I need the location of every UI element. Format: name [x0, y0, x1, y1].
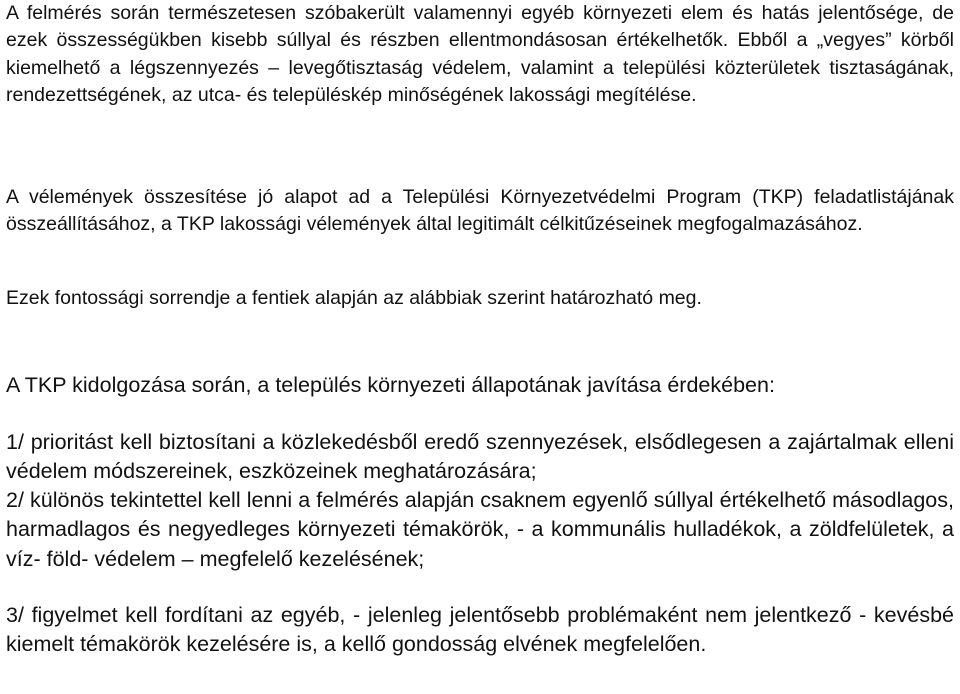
list-item-2: 2/ különös tekintettel kell lenni a felmérés alapján csaknem egyenlő súllyal értékelhető másodlagos, harmadlagos és negyedleges környezeti témakörök, - a kommunális hulladékok, a zöldfelületek, a víz- föld- védelem – megfelelő kezelésének; [6, 488, 954, 571]
paragraph-intro: A felmérés során természetesen szóbakerült valamennyi egyéb környezeti elem és hatás jelentősége, de ezek összességükben kisebb súllyal és részben ellentmondásosan értékelhetők. Ebből a „vegyes” körből kiemelhető a légszennyezés – levegőtisztaság védelem, valamint a települési közterületek tisztaságának, rendezettségének, az utca- és településkép minőségének lakossági megítélése. [6, 2, 954, 107]
paragraph-priority-order: Ezek fontossági sorrendje a fentiek alapján az alábbiak szerint határozható meg. [6, 287, 702, 309]
paragraph-summary: A vélemények összesítése jó alapot ad a Települési Környezetvédelmi Program (TKP) feladatlistájának összeállításához, a TKP lakossági vélemények által legitimált célkitűzéseinek megfogalmazásához. [6, 186, 954, 236]
paragraph-tkp-heading: A TKP kidolgozása során, a település környezeti állapotának javítása érdekében: [6, 373, 775, 397]
list-item-1: 1/ prioritást kell biztosítani a közlekedésből eredő szennyezések, elsődlegesen a zajártalmak elleni védelem módszereinek, eszközeinek meghatározására; [6, 430, 954, 484]
list-item-3: 3/ figyelmet kell fordítani az egyéb, - jelenleg jelentősebb problémaként nem jelentkező - kevésbé kiemelt témakörök kezelésére is, a kellő gondosság elvének megfelelően. [6, 603, 954, 657]
